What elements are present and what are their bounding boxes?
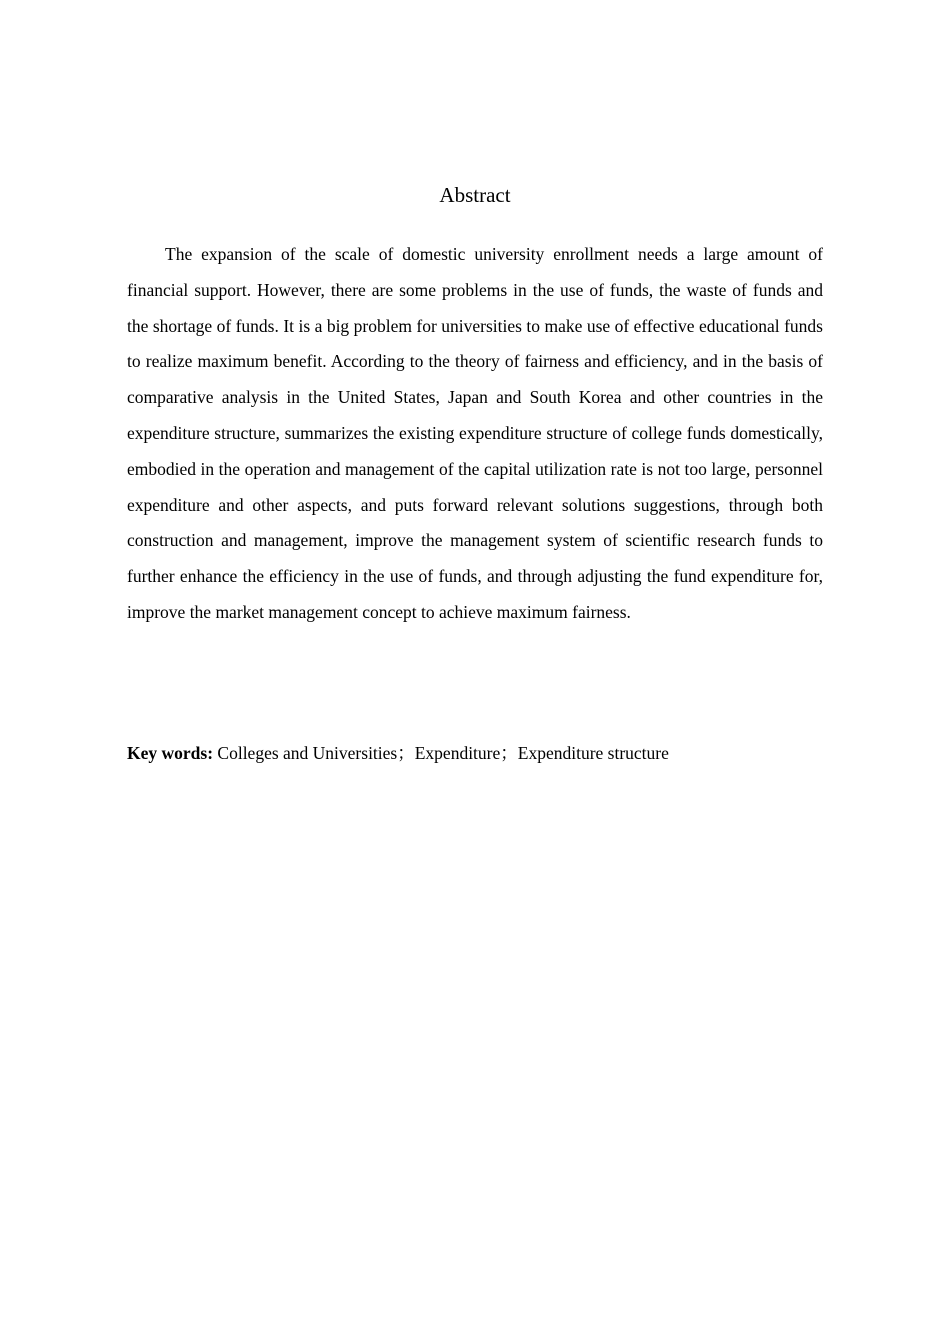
- keywords-line: [127, 737, 823, 769]
- keywords-label: Key words:: [127, 743, 214, 763]
- abstract-title: Abstract: [439, 183, 511, 207]
- keywords-list: Colleges and Universities；Expenditure；Expenditure structure: [217, 743, 669, 763]
- abstract-paragraph: The expansion of the scale of domestic university enrollment needs a large amount of financial support. However, there are some problems in the use of funds, the waste of funds and the shortage of funds. It is a big problem for universities to make use of effective educational funds to realize maximum benefit. According to the theory of fairness and efficiency, and in the basis of comparative analysis in the United States, Japan and South Korea and other countries in the expenditure structure, summarizes the existing expenditure structure of college funds domestically, embodied in the operation and management of the capital utilization rate is not too large, personnel expenditure and other aspects, and puts forward relevant solutions suggestions, through both construction and management, improve the management system of scientific research funds to further enhance the efficiency in the use of funds, and through adjusting the fund expenditure for, improve the market management concept to achieve maximum fairness.: [127, 244, 823, 622]
